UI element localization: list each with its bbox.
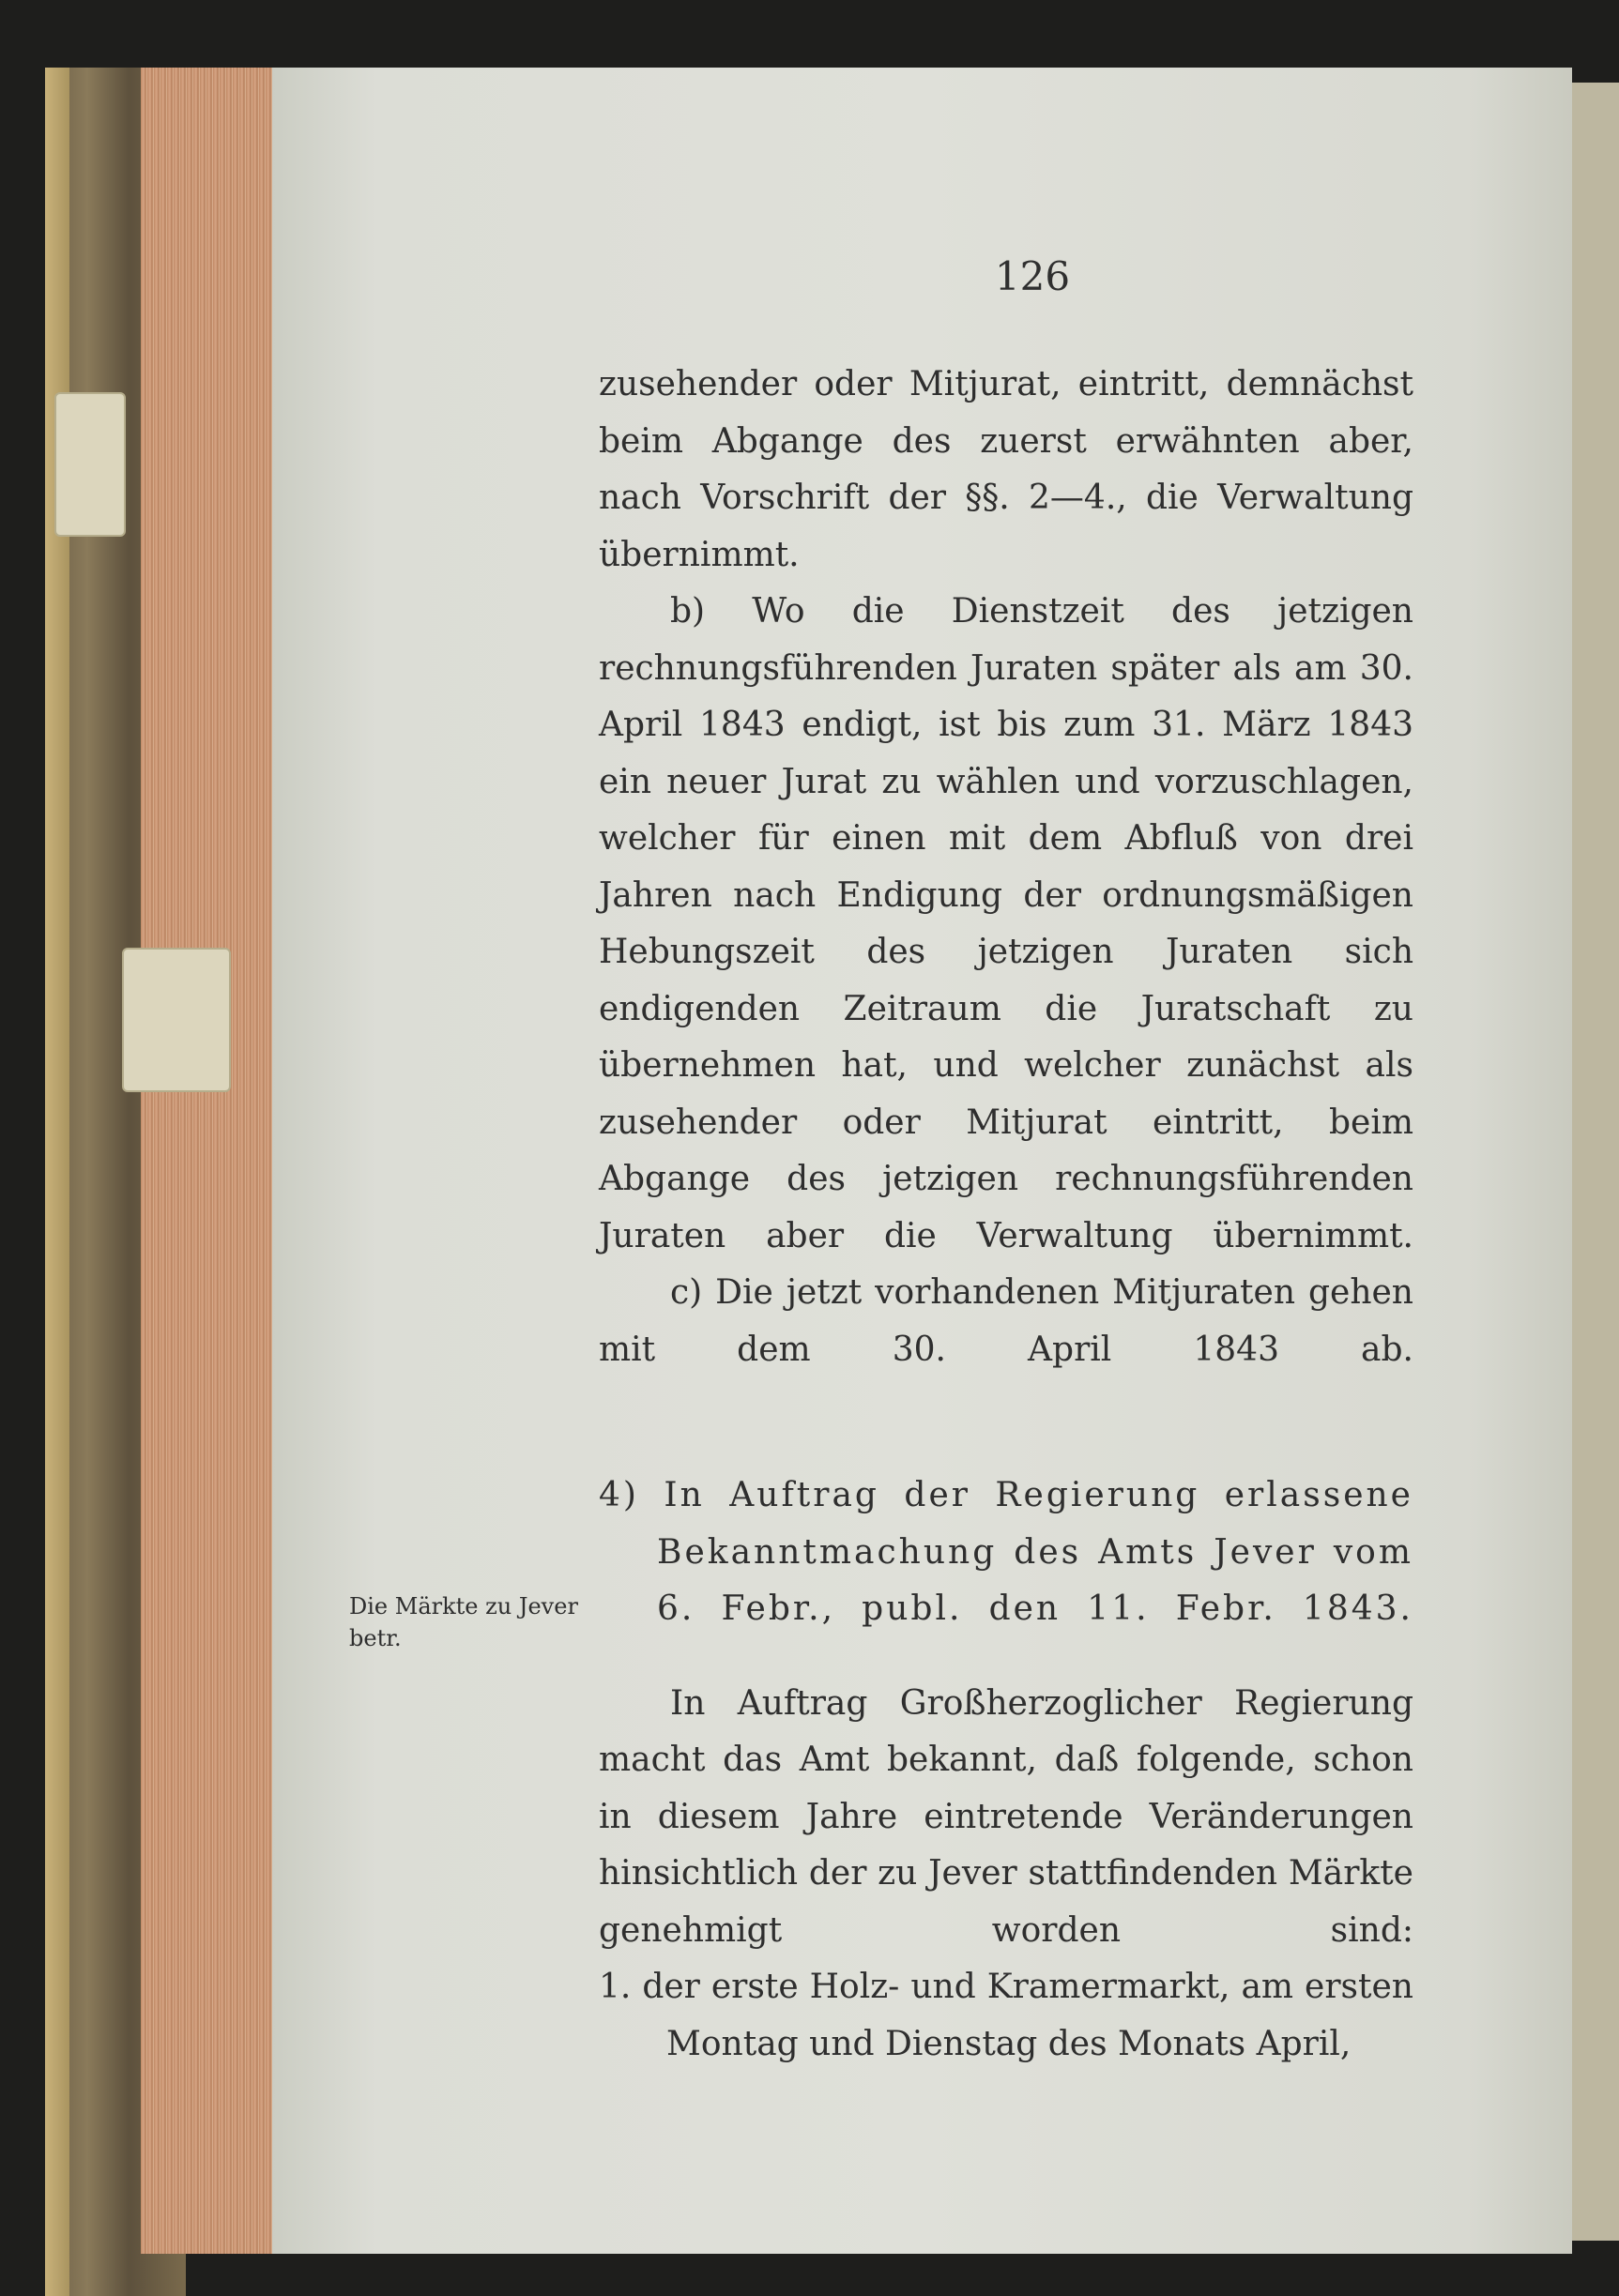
section-heading: 4) In Auftrag der Regierung erlassene Bekanntmachung des Amts Jever vom 6. Febr., publ. den 11. Febr. 1843. [599,1476,1413,1628]
paper-tab-marker [54,392,126,537]
section-paragraph: In Auftrag Großherzoglicher Regierung macht das Amt bekannt, daß folgende, schon in diesem Jahre eintretende Veränderungen hinsichtlich der zu Jever stattfindenden Märkte genehmigt worden sind: [599,1683,1413,1950]
paper-tab-marker [122,948,231,1092]
section-spacer [599,1638,1413,1676]
paragraph-b: b) Wo die Dienstzeit des jetzigen rechnungsführenden Juraten später als am 30. April 1843 endigt, ist bis zum 31. März 1843 ein neuer Jurat zu wählen und vorzuschlagen, welcher für einen mit dem Abfluß von drei Jahren nach Endigung der ordnungsmäßigen Hebungszeit des jetzigen Juraten sich endigenden Zeitraum die Juratschaft zu übernehmen hat, und welcher zunächst als zusehender oder Mitjurat eintritt, beim Abgange des jetzigen rechnungsführenden Juraten aber die Verwaltung übernimmt. [599,592,1413,1255]
page-text-block [599,357,1413,2073]
page-number: 126 [994,253,1071,299]
paragraph-c: c) Die jetzt vorhandenen Mitjuraten gehen mit dem 30. April 1843 ab. [599,1273,1413,1369]
marginal-note: Die Märkte zu Jever betr. [349,1593,578,1651]
paragraph-continuation: zusehender oder Mitjurat, eintritt, demnächst beim Abgange des zuerst erwähnten aber, nach Vorschrift der §§. 2—4., die Verwaltung übernimmt. [599,365,1413,574]
page-stack-edges [141,68,272,2254]
adjacent-page-edge [1572,83,1619,2241]
list-item: 1. der erste Holz- und Kramermarkt, am ersten Montag und Dienstag des Monats April, [599,1968,1413,2063]
section-spacer [599,1378,1413,1467]
